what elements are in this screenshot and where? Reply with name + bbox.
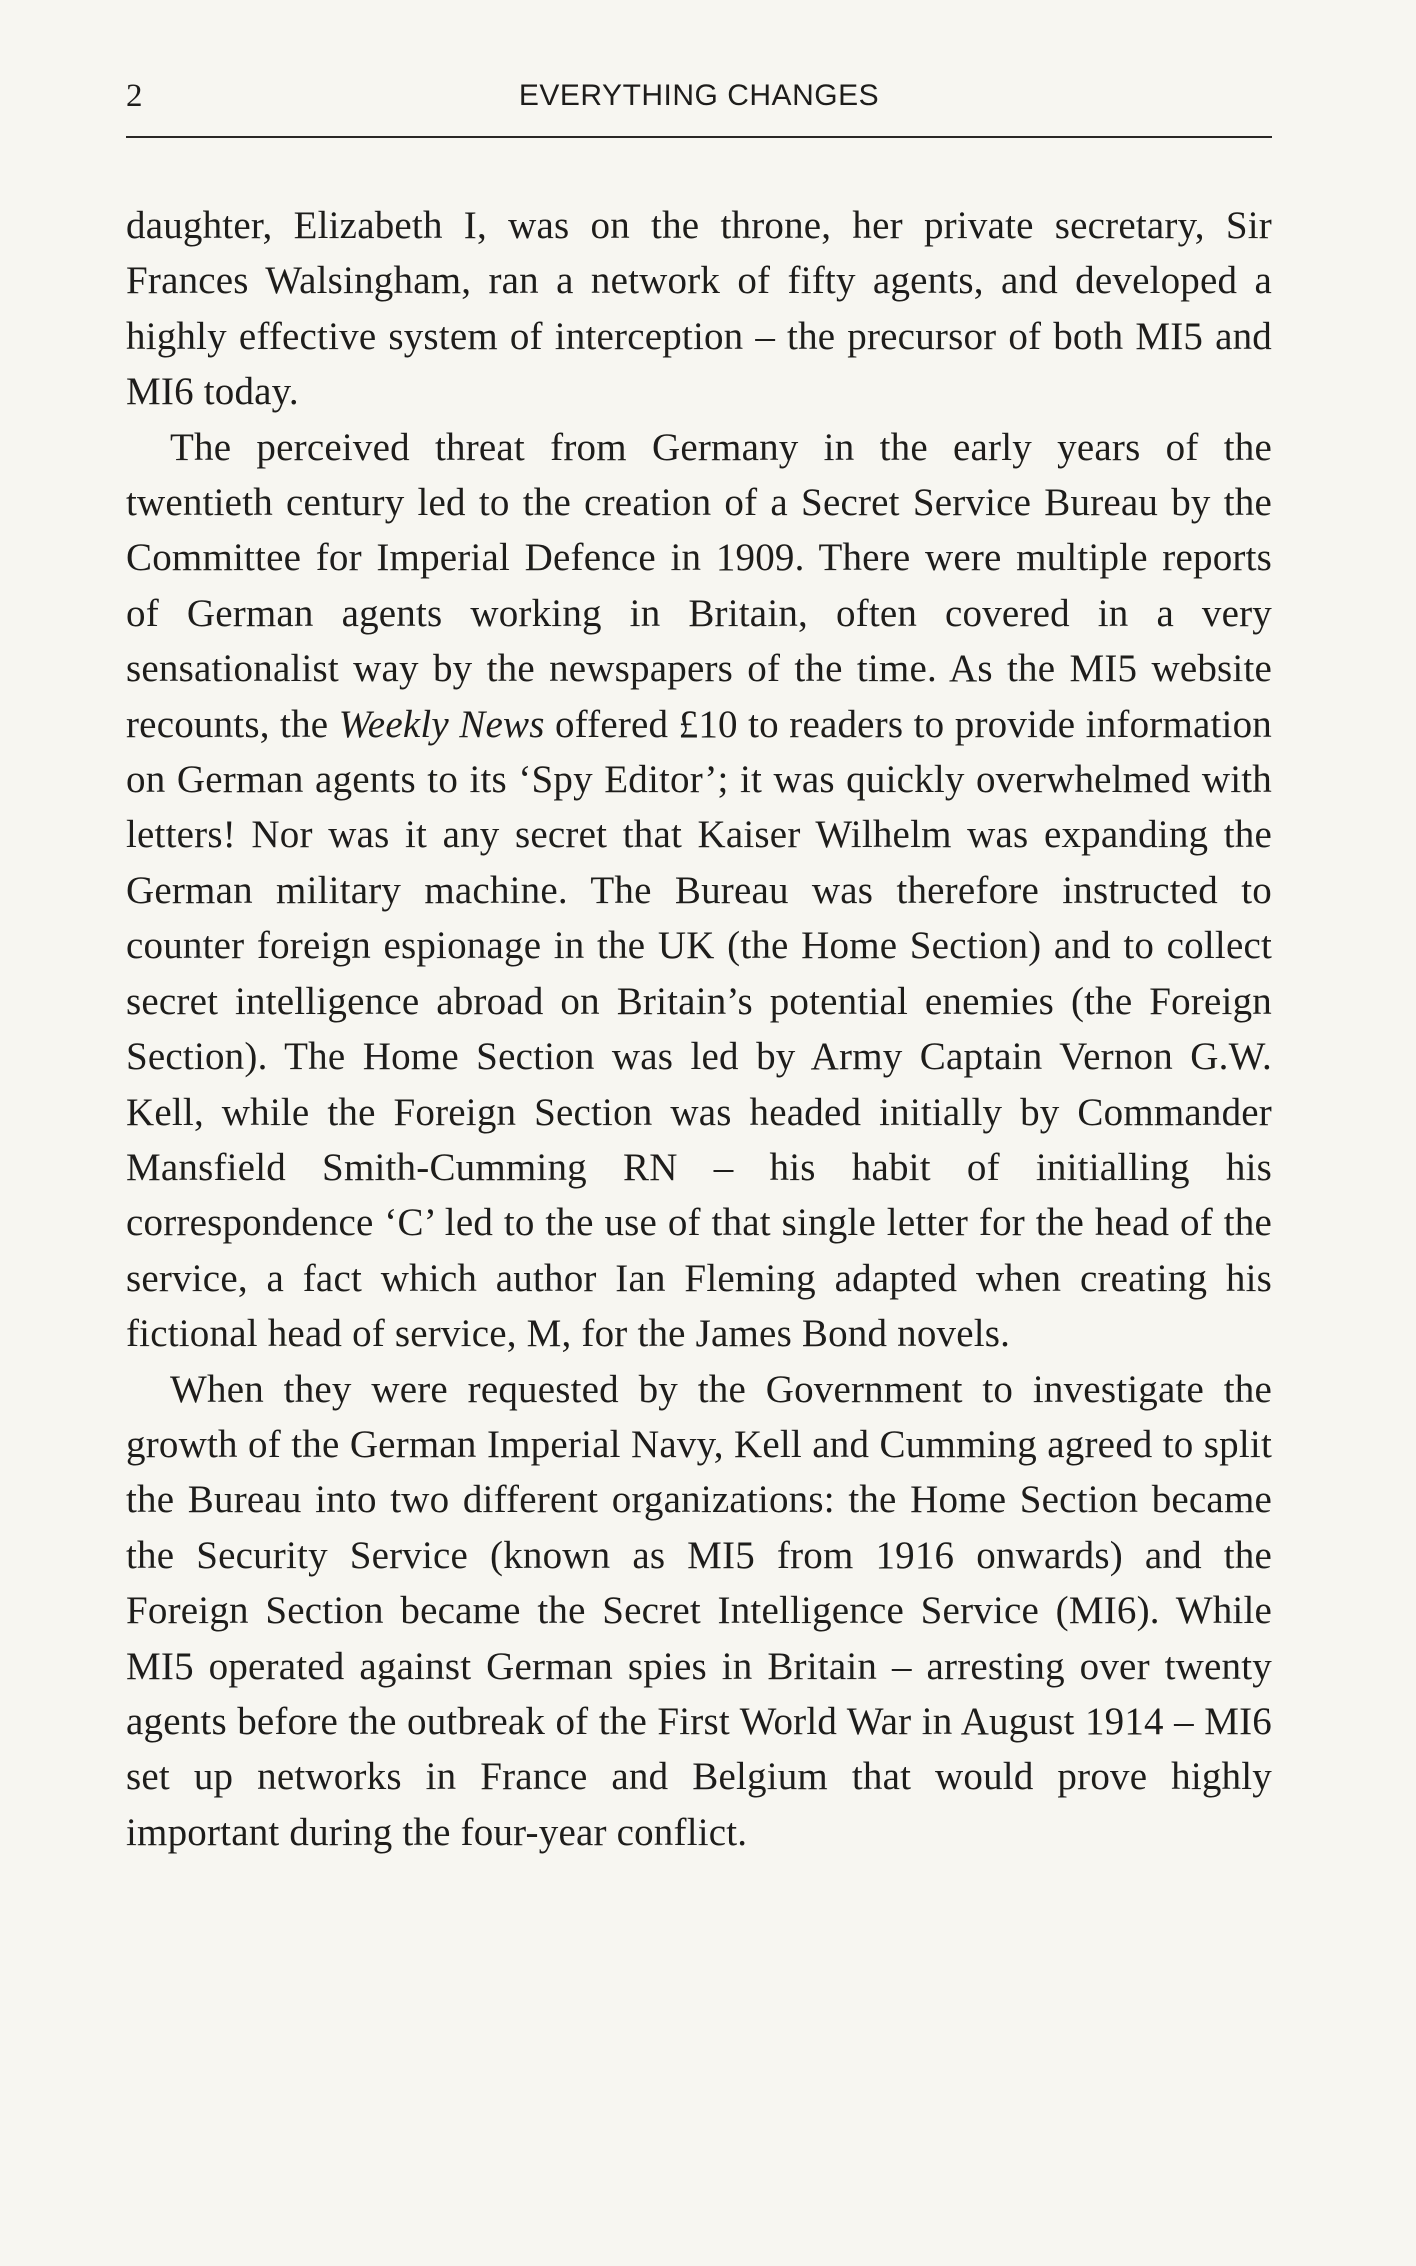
- body-text: [126, 198, 1272, 1860]
- paragraph-3: When they were requested by the Government to investigate the growth of the German Imperial Navy, Kell and Cumming agreed to split the Bureau into two different organizations: the Home Section became the Security Service (known as MI5 from 1916 onwards) and the Foreign Section became the Secret Intelligence Service (MI6). While MI5 operated against German spies in Britain – arresting over twenty agents before the outbreak of the First World War in August 1914 – MI6 set up networks in France and Belgium that would prove highly important during the four-year conflict.: [126, 1367, 1272, 1854]
- paragraph-1: daughter, Elizabeth I, was on the throne, her private secretary, Sir Frances Walsingham, ran a network of fifty agents, and developed a highly effective system of interception – the precursor of both MI5 and MI6 today.: [126, 204, 1272, 414]
- publication-title: Weekly News: [338, 702, 545, 746]
- paragraph-2-text-b: offered £10 to readers to provide information on German agents to its ‘Spy Editor’; it was quickly overwhelmed with letters! Nor was it any secret that Kaiser Wilhelm was expanding the German military machine. The Bureau was therefore instructed to counter foreign espionage in the UK (the Home Section) and to collect secret intelligence abroad on Britain’s potential enemies (the Foreign Section). The Home Section was led by Army Captain Vernon G.W. Kell, while the Foreign Section was headed initially by Commander Mansfield Smith-Cumming RN – his habit of initialling his correspondence ‘C’ led to the use of that single letter for the head of the service, a fact which author Ian Fleming adapted when creating his fictional head of service, M, for the James Bond novels.: [126, 702, 1272, 1356]
- header-rule: [126, 136, 1272, 138]
- paragraph-2: [126, 420, 1272, 1362]
- page-number: 2: [126, 78, 143, 114]
- running-head: EVERYTHING CHANGES: [518, 79, 880, 112]
- page-header: [126, 74, 1272, 118]
- paragraph-2-text-a: The perceived threat from Germany in the early years of the twentieth century led to the creation of a Secret Service Bureau by the Committee for Imperial Defence in 1909. There were multiple reports of German agents working in Britain, often covered in a very sensationalist way by the newspapers of the time. As the MI5 website recounts, the: [126, 425, 1272, 746]
